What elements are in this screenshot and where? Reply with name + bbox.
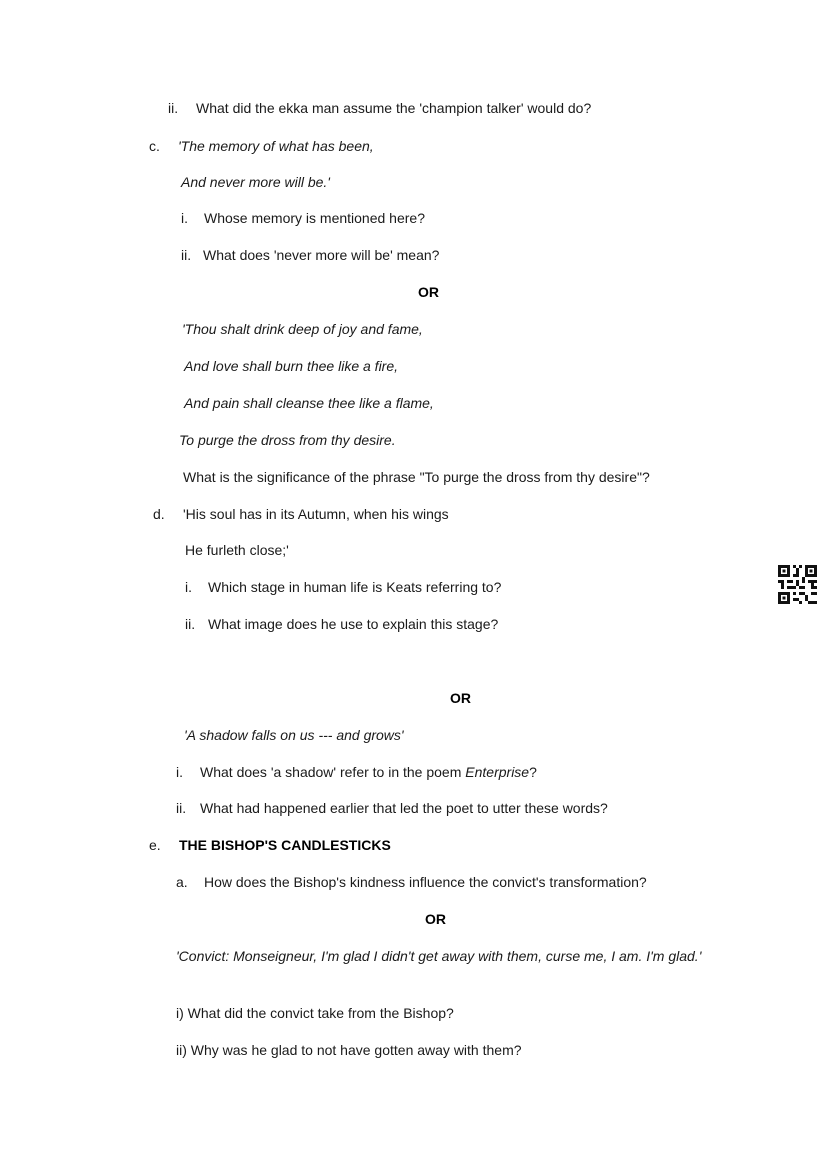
quote-line: 'A shadow falls on us --- and grows' — [184, 727, 404, 743]
item-label: ii. — [168, 100, 179, 116]
question-text: How does the Bishop's kindness influence the convict's transformation? — [204, 874, 647, 890]
or-separator: OR — [450, 690, 471, 706]
item-label: i. — [181, 210, 188, 226]
question-text: What does 'never more will be' mean? — [203, 247, 440, 263]
question-text: ii) Why was he glad to not have gotten away with them? — [176, 1042, 522, 1058]
item-label: ii. — [185, 616, 196, 632]
question-text: Whose memory is mentioned here? — [204, 210, 425, 226]
question-text: Which stage in human life is Keats referring to? — [208, 579, 502, 595]
section-heading: THE BISHOP'S CANDLESTICKS — [179, 837, 391, 853]
question-text: What is the significance of the phrase "To purge the dross from thy desire"? — [183, 469, 650, 485]
question-c-label: c. — [149, 138, 160, 154]
or-separator: OR — [418, 284, 439, 300]
quote-line: 'The memory of what has been, — [178, 138, 374, 154]
qr-code-icon — [778, 565, 817, 604]
question-text: i) What did the convict take from the Bishop? — [176, 1005, 454, 1021]
question-mark: ? — [529, 764, 537, 780]
question-b-ii — [168, 99, 592, 117]
item-label: i. — [185, 579, 192, 595]
question-text: What image does he use to explain this stage? — [208, 616, 499, 632]
quote-line: 'Thou shalt drink deep of joy and fame, — [182, 321, 423, 337]
question-text: What did the ekka man assume the 'champion talker' would do? — [196, 100, 592, 116]
item-label: a. — [176, 874, 188, 890]
item-label: ii. — [181, 247, 192, 263]
quote-line: 'Convict: Monseigneur, I'm glad I didn't get away with them, curse me, I am. I'm glad.' — [176, 948, 702, 964]
question-text-main: What does 'a shadow' refer to in the poem — [200, 764, 466, 780]
quote-line: To purge the dross from thy desire. — [179, 432, 396, 448]
question-e-label: e. — [149, 837, 161, 853]
item-label: ii. — [176, 800, 187, 816]
question-text — [200, 763, 537, 781]
or-separator: OR — [425, 911, 446, 927]
quote-line: And love shall burn thee like a fire, — [184, 358, 399, 374]
item-label: i. — [176, 764, 183, 780]
question-text: What had happened earlier that led the poet to utter these words? — [200, 800, 608, 816]
quote-line: And never more will be.' — [181, 174, 330, 190]
poem-title: Enterprise — [465, 764, 530, 780]
quote-line: 'His soul has in its Autumn, when his wings — [183, 506, 449, 522]
quote-line: And pain shall cleanse thee like a flame, — [184, 395, 434, 411]
question-d-label: d. — [153, 506, 165, 522]
quote-line: He furleth close;' — [185, 542, 289, 558]
